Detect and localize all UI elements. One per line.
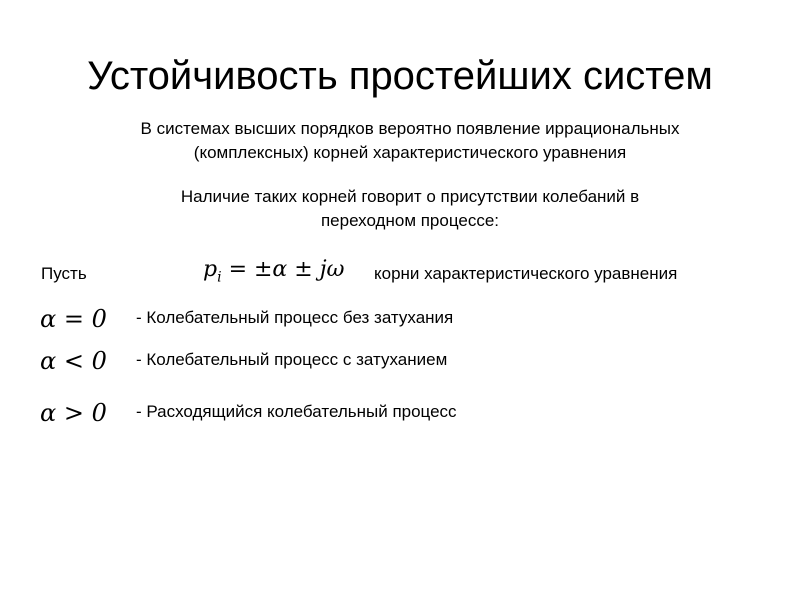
condition-description-damped: - Колебательный процесс с затуханием — [136, 350, 448, 369]
let-word: Пусть — [41, 264, 87, 283]
roots-label: корни характеристического уравнения — [374, 264, 678, 283]
paragraph-oscillations — [110, 185, 710, 233]
condition-formula-text: α > 0 — [40, 399, 107, 427]
condition-formula-text: α = 0 — [40, 305, 107, 333]
condition-formula-text: α < 0 — [40, 347, 107, 375]
roots-formula — [203, 255, 344, 292]
paragraph-complex-roots — [60, 117, 760, 165]
condition-description-divergent: - Расходящийся колебательный процесс — [136, 402, 457, 421]
paragraph-line: (комплексных) корней характеристического уравнения — [193, 143, 627, 162]
formula-rest: = ±α ± jω — [221, 257, 345, 282]
paragraph-line: Наличие таких корней говорит о присутствии колебаний в — [180, 187, 640, 206]
condition-formula-positive — [40, 398, 107, 428]
formula-variable: p — [203, 257, 218, 282]
formula-subscript: i — [217, 269, 222, 286]
slide-title: Устойчивость простейших систем — [87, 54, 713, 98]
paragraph-line: переходном процессе: — [320, 211, 500, 230]
condition-formula-zero — [40, 304, 107, 334]
condition-description-undamped: - Колебательный процесс без затухания — [136, 308, 454, 327]
condition-formula-negative — [40, 346, 107, 376]
paragraph-line: В системах высших порядков вероятно появление иррациональных — [140, 119, 680, 138]
